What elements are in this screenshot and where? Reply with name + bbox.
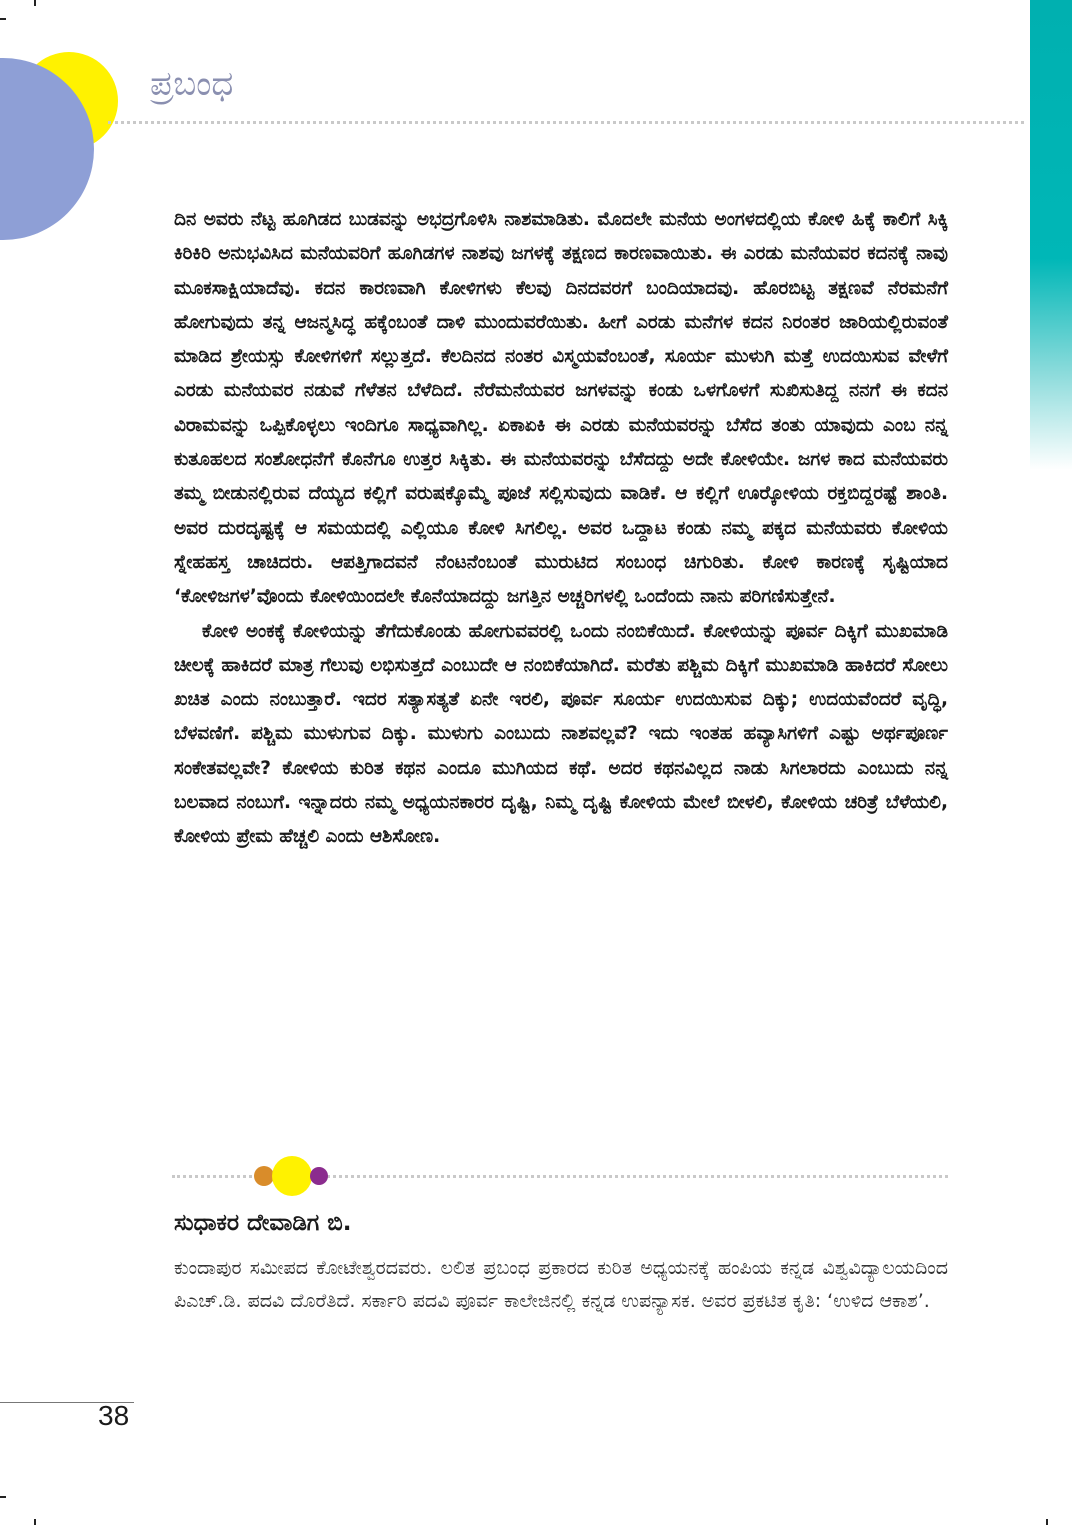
author-name: ಸುಧಾಕರ ದೇವಾಡಿಗ ಬಿ. (174, 1210, 352, 1236)
article-paragraph-2: ಕೋಳಿ ಅಂಕಕ್ಕೆ ಕೋಳಿಯನ್ನು ತೆಗೆದುಕೊಂಡು ಹೋಗುವವರಲ್ಲಿ ಒಂದು ನಂಬಿಕೆಯಿದೆ. ಕೋಳಿಯನ್ನು ಪೂರ್ವ ದಿಕ್ಕಿಗೆ ಮುಖಮಾಡಿ ಚೀಲಕ್ಕೆ ಹಾಕಿದರೆ ಮಾತ್ರ ಗೆಲುವು ಲಭಿಸುತ್ತದೆ ಎಂಬುದೇ ಆ ನಂಬಿಕೆಯಾಗಿದೆ. ಮರೆತು ಪಶ್ಚಿಮ ದಿಕ್ಕಿಗೆ ಮುಖಮಾಡಿ ಹಾಕಿದರೆ ಸೋಲು ಖಚಿತ ಎಂದು ನಂಬುತ್ತಾರೆ. ಇದರ ಸತ್ಯಾಸತ್ಯತೆ ಏನೇ ಇರಲಿ, ಪೂರ್ವ ಸೂರ್ಯ ಉದಯಿಸುವ ದಿಕ್ಕು; ಉದಯವೆಂದರೆ ವೃದ್ಧಿ, ಬೆಳವಣಿಗೆ. ಪಶ್ಚಿಮ ಮುಳುಗುವ ದಿಕ್ಕು. ಮುಳುಗು ಎಂಬುದು ನಾಶವಲ್ಲವೆ? ಇದು ಇಂತಹ ಹವ್ಯಾಸಿಗಳಿಗೆ ಎಷ್ಟು ಅರ್ಥಪೂರ್ಣ ಸಂಕೇತವಲ್ಲವೇ? ಕೋಳಿಯ ಕುರಿತ ಕಥನ ಎಂದೂ ಮುಗಿಯದ ಕಥೆ. ಅದರ ಕಥನವಿಲ್ಲದ ನಾಡು ಸಿಗಲಾರದು ಎಂಬುದು ನನ್ನ ಬಲವಾದ ನಂಬುಗೆ. ಇನ್ನಾದರು ನಮ್ಮ ಅಧ್ಯಯನಕಾರರ ದೃಷ್ಟಿ, ನಿಮ್ಮ ದೃಷ್ಟಿ ಕೋಳಿಯ ಮೇಲೆ ಬೀಳಲಿ, ಕೋಳಿಯ ಚರಿತ್ರೆ ಬೆಳೆಯಲಿ, ಕೋಳಿಯ ಪ್ರೇಮ ಹೆಚ್ಚಲಿ ಎಂದು ಆಶಿಸೋಣ. (174, 620, 948, 848)
header-dotted-rule (108, 121, 1024, 124)
section-title: ಪ್ರಬಂಧ (150, 64, 234, 104)
crop-mark-bottom-left (0, 1496, 6, 1498)
page-number: 38 (98, 1400, 130, 1431)
divider-purple-dot (310, 1167, 328, 1185)
divider-orange-dot (254, 1166, 274, 1186)
crop-mark-top (34, 0, 36, 6)
author-bio: ಕುಂದಾಪುರ ಸಮೀಪದ ಕೋಟೇಶ್ವರದವರು. ಲಲಿತ ಪ್ರಬಂಧ ಪ್ರಕಾರದ ಕುರಿತ ಅಧ್ಯಯನಕ್ಕೆ ಹಂಪಿಯ ಕನ್ನಡ ವಿಶ್ವವಿದ್ಯಾಲಯದಿಂದ ಪಿಎಚ್.ಡಿ. ಪದವಿ ದೊರೆತಿದೆ. ಸರ್ಕಾರಿ ಪದವಿ ಪೂರ್ವ ಕಾಲೇಜಿನಲ್ಲಿ ಕನ್ನಡ ಉಪನ್ಯಾಸಕ. ಅವರ ಪ್ರಕಟಿತ ಕೃತಿ: ‘ಉಳಿದ ಆಕಾಶ’. (174, 1257, 948, 1312)
article-body (174, 203, 948, 855)
divider-yellow-dot (272, 1156, 312, 1196)
article-paragraph-1: ದಿನ ಅವರು ನೆಟ್ಟ ಹೂಗಿಡದ ಬುಡವನ್ನು ಅಭದ್ರಗೊಳಿಸಿ ನಾಶಮಾಡಿತು. ಮೊದಲೇ ಮನೆಯ ಅಂಗಳದಲ್ಲಿಯ ಕೋಳಿ ಹಿಕ್ಕೆ ಕಾಲಿಗೆ ಸಿಕ್ಕಿ ಕಿರಿಕಿರಿ ಅನುಭವಿಸಿದ ಮನೆಯವರಿಗೆ ಹೂಗಿಡಗಳ ನಾಶವು ಜಗಳಕ್ಕೆ ತಕ್ಷಣದ ಕಾರಣವಾಯಿತು. ಈ ಎರಡು ಮನೆಯವರ ಕದನಕ್ಕೆ ನಾವು ಮೂಕಸಾಕ್ಷಿಯಾದೆವು. ಕದನ ಕಾರಣವಾಗಿ ಕೋಳಿಗಳು ಕೆಲವು ದಿನದವರಗೆ ಬಂದಿಯಾದವು. ಹೊರಬಿಟ್ಟ ತಕ್ಷಣವೆ ನೆರಮನೆಗೆ ಹೋಗುವುದು ತನ್ನ ಆಜನ್ಮಸಿದ್ಧ ಹಕ್ಕೆಂಬಂತೆ ದಾಳಿ ಮುಂದುವರೆಯಿತು. ಹೀಗೆ ಎರಡು ಮನೆಗಳ ಕದನ ನಿರಂತರ ಜಾರಿಯಲ್ಲಿರುವಂತೆ ಮಾಡಿದ ಶ್ರೇಯಸ್ಸು ಕೋಳಿಗಳಿಗೆ ಸಲ್ಲುತ್ತದೆ. ಕೆಲದಿನದ ನಂತರ ವಿಸ್ಮಯವೆಂಬಂತೆ, ಸೂರ್ಯ ಮುಳುಗಿ ಮತ್ತೆ ಉದಯಿಸುವ ವೇಳೆಗೆ ಎರಡು ಮನೆಯವರ ನಡುವೆ ಗೆಳೆತನ ಬೆಳೆದಿದೆ. ನೆರೆಮನೆಯವರ ಜಗಳವನ್ನು ಕಂಡು ಒಳಗೊಳಗೆ ಸುಖಿಸುತಿದ್ದ ನನಗೆ ಈ ಕದನ ವಿರಾಮವನ್ನು ಒಪ್ಪಿಕೊಳ್ಳಲು ಇಂದಿಗೂ ಸಾಧ್ಯವಾಗಿಲ್ಲ. ಏಕಾಏಕಿ ಈ ಎರಡು ಮನೆಯವರನ್ನು ಬೆಸೆದ ತಂತು ಯಾವುದು ಎಂಬ ನನ್ನ ಕುತೂಹಲದ ಸಂಶೋಧನೆಗೆ ಕೊನೆಗೂ ಉತ್ತರ ಸಿಕ್ಕಿತು. ಈ ಮನೆಯವರನ್ನು ಬೆಸೆದದ್ದು ಅದೇ ಕೋಳಿಯೇ. ಜಗಳ ಕಾದ ಮನೆಯವರು ತಮ್ಮ ಬೀಡುನಲ್ಲಿರುವ ದೆಯ್ಯದ ಕಲ್ಲಿಗೆ ವರುಷಕ್ಕೊಮ್ಮೆ ಪೂಜೆ ಸಲ್ಲಿಸುವುದು ವಾಡಿಕೆ. ಆ ಕಲ್ಲಿಗೆ ಊರ್‍ಕೋಳಿಯ ರಕ್ತಬಿದ್ದರಷ್ಟೆ ಶಾಂತಿ. ಅವರ ದುರದೃಷ್ಟಕ್ಕೆ ಆ ಸಮಯದಲ್ಲಿ ಎಲ್ಲಿಯೂ ಕೋಳಿ ಸಿಗಲಿಲ್ಲ. ಅವರ ಒದ್ದಾಟ ಕಂಡು ನಮ್ಮ ಪಕ್ಕದ ಮನೆಯವರು ಕೋಳಿಯ ಸ್ನೇಹಹಸ್ತ ಚಾಚಿದರು. ಆಪತ್ತಿಗಾದವನೆ ನೆಂಟನೆಂಬಂತೆ ಮುರುಟಿದ ಸಂಬಂಧ ಚಿಗುರಿತು. ಕೋಳಿ ಕಾರಣಕ್ಕೆ ಸೃಷ್ಟಿಯಾದ ‘ಕೋಳಿಜಗಳ’ವೊಂದು ಕೋಳಿಯಿಂದಲೇ ಕೊನೆಯಾದದ್ದು ಜಗತ್ತಿನ ಅಚ್ಚರಿಗಳಲ್ಲಿ ಒಂದೆಂದು ನಾನು ಪರಿಗಣಿಸುತ್ತೇನೆ. (174, 209, 948, 608)
crop-mark-bottom (34, 1519, 36, 1525)
crop-mark-top-left (0, 18, 6, 20)
crop-mark-bottom-right (1046, 1519, 1048, 1525)
teal-side-bar (1030, 0, 1072, 470)
section-divider (172, 1150, 948, 1200)
